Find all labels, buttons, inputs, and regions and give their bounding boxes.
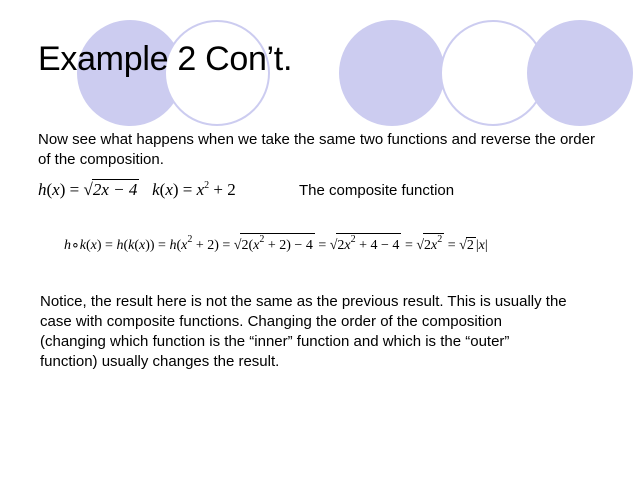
decor-circle-5 — [527, 20, 633, 126]
slide-title: Example 2 Con’t. — [38, 40, 293, 78]
composition-equation: h∘k(x) = $h(k(x)) = h(x^2 + 2) = √2(x^2 + 2) - 4 = √2x^2 + 4 - 4 = √2x^2 = √2$ |x| — [64, 234, 488, 253]
decor-circle-3 — [339, 20, 445, 126]
notice-text: Notice, the result here is not the same as the previous result. This is usually the case with composite functions. Changing the order of the composition (changing which function is the “inner” function and which is the “outer” function) usually changes the result. — [40, 293, 567, 370]
h-definition: h(x) = √2x − 4 — [38, 180, 138, 199]
k-definition: $k(x) = x^2 + 2$ — [152, 180, 236, 199]
function-definitions — [38, 179, 236, 200]
intro-text: Now see what happens when we take the same two functions and reverse the order of the composition. — [38, 131, 595, 168]
composite-function-label: The composite function — [299, 182, 455, 199]
